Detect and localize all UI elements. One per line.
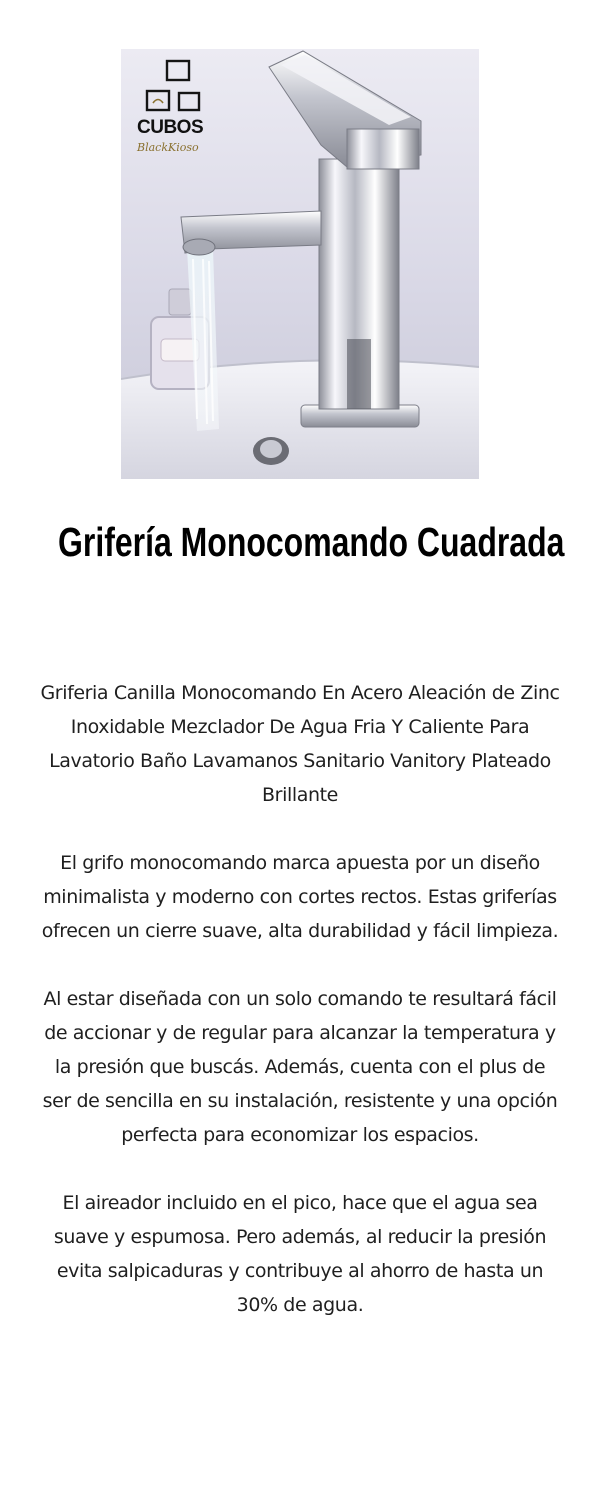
logo-script: BlackKioso (137, 141, 199, 154)
description-paragraph: El grifo monocomando marca apuesta por un diseño minimalista y moderno con cortes rectos. Estas griferías ofrecen un cierre suave, alta durabilidad y fácil limpieza. (41, 852, 559, 942)
product-description (40, 676, 560, 1322)
description-paragraph: Griferia Canilla Monocomando En Acero Aleación de Zinc Inoxidable Mezclador De Agua Fria Y Caliente Para Lavatorio Baño Lavamanos Sanitario Vanitory Plateado Brillante (40, 682, 560, 806)
description-paragraph: Al estar diseñada con un solo comando te resultará fácil de accionar y de regular para alcanzar la temperatura y la presión que buscás. Además, cuenta con el plus de ser de sencilla en su instalación, resistente y una opción perfecta para economizar los espacios. (42, 988, 558, 1146)
description-paragraph: El aireador incluido en el pico, hace que el agua sea suave y espumosa. Pero además, al reducir la presión evita salpicaduras y contribuye al ahorro de hasta un 30% de agua. (53, 1192, 547, 1316)
product-image (121, 49, 479, 479)
product-title: Grifería Monocomando Cuadrada (58, 519, 565, 565)
logo-wordmark: CUBOS (137, 117, 204, 138)
